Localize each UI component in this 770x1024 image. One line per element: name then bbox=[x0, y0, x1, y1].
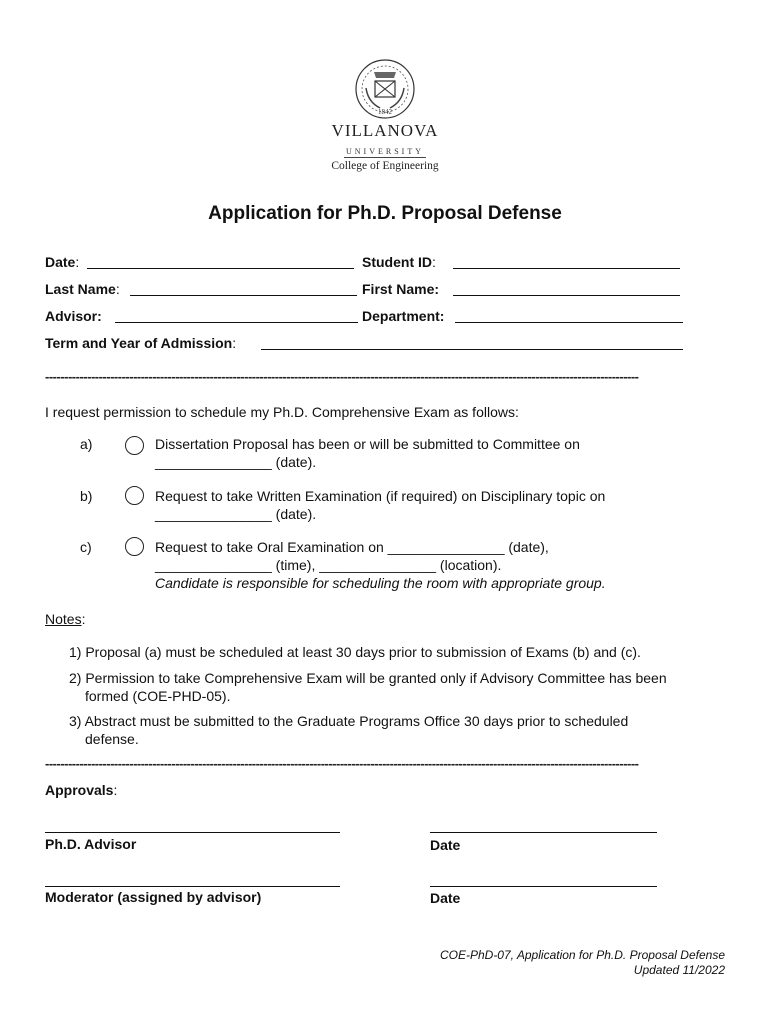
last-name-label: Last Name: bbox=[45, 281, 120, 297]
department-field[interactable] bbox=[455, 322, 683, 323]
separator-bottom: ----------------------------------------------------------------------------------------------------------------------------------------------------------- bbox=[45, 758, 639, 770]
first-name-field[interactable] bbox=[453, 295, 680, 296]
option-c-text: Request to take Oral Examination on _______________ (date), _______________ (time), _______________ (location). Candidate is responsible for scheduling the room with appropriate group. bbox=[155, 539, 606, 591]
advisor-field[interactable] bbox=[115, 322, 358, 323]
student-id-label: Student ID: bbox=[362, 254, 436, 270]
request-intro: I request permission to schedule my Ph.D. Comprehensive Exam as follows: bbox=[45, 404, 519, 420]
last-name-field[interactable] bbox=[130, 295, 357, 296]
approvals-heading: Approvals: bbox=[45, 782, 118, 798]
option-b-letter: b) bbox=[80, 488, 93, 504]
option-c-letter: c) bbox=[80, 539, 92, 555]
footer bbox=[400, 948, 725, 978]
logo-name: VILLANOVA bbox=[331, 121, 439, 140]
date-label: Date: bbox=[45, 254, 80, 270]
first-name-label: First Name: bbox=[362, 281, 440, 297]
moderator-signature-line[interactable] bbox=[45, 886, 340, 887]
advisor-date-label: Date bbox=[430, 837, 461, 853]
option-b-text: Request to take Written Examination (if required) on Disciplinary topic on _______________ (date). bbox=[155, 488, 606, 522]
moderator-signature-label: Moderator (assigned by advisor) bbox=[45, 889, 262, 905]
term-label: Term and Year of Admission: bbox=[45, 335, 237, 351]
advisor-date-line[interactable] bbox=[430, 832, 657, 833]
option-c-radio[interactable] bbox=[125, 537, 144, 556]
option-a-radio[interactable] bbox=[125, 436, 144, 455]
footer-form-id: COE-PhD-07, Application for Ph.D. Proposal Defense bbox=[439, 948, 725, 962]
term-field[interactable] bbox=[261, 349, 683, 350]
option-c-note: Candidate is responsible for scheduling the room with appropriate group. bbox=[155, 575, 606, 591]
department-label: Department: bbox=[362, 308, 445, 324]
logo-college: College of Engineering bbox=[331, 160, 439, 172]
seal-year: 1842 bbox=[378, 108, 392, 116]
advisor-signature-line[interactable] bbox=[45, 832, 340, 833]
advisor-signature-label: Ph.D. Advisor bbox=[45, 836, 137, 852]
notes-heading: Notes: bbox=[45, 611, 86, 627]
note-1: 1) Proposal (a) must be scheduled at least 30 days prior to submission of Exams (b) and (c). bbox=[69, 644, 641, 660]
note-3: 3) Abstract must be submitted to the Graduate Programs Office 30 days prior to scheduled defense. bbox=[69, 713, 629, 747]
page-title: Application for Ph.D. Proposal Defense bbox=[208, 203, 562, 224]
footer-updated: Updated 11/2022 bbox=[633, 963, 725, 977]
advisor-label: Advisor: bbox=[45, 308, 102, 324]
moderator-date-line[interactable] bbox=[430, 886, 657, 887]
note-2: 2) Permission to take Comprehensive Exam will be granted only if Advisory Committee has been formed (COE-PHD-05). bbox=[69, 670, 667, 704]
separator-top: ----------------------------------------------------------------------------------------------------------------------------------------------------------- bbox=[45, 371, 639, 383]
option-a-text: Dissertation Proposal has been or will be submitted to Committee on _______________ (date). bbox=[155, 436, 580, 470]
option-b-radio[interactable] bbox=[125, 486, 144, 505]
university-seal-icon bbox=[354, 58, 416, 120]
logo-university: UNIVERSITY bbox=[346, 147, 424, 156]
date-field[interactable] bbox=[87, 268, 354, 269]
university-logo bbox=[318, 58, 452, 178]
option-a-letter: a) bbox=[80, 436, 93, 452]
moderator-date-label: Date bbox=[430, 890, 461, 906]
student-id-field[interactable] bbox=[453, 268, 680, 269]
